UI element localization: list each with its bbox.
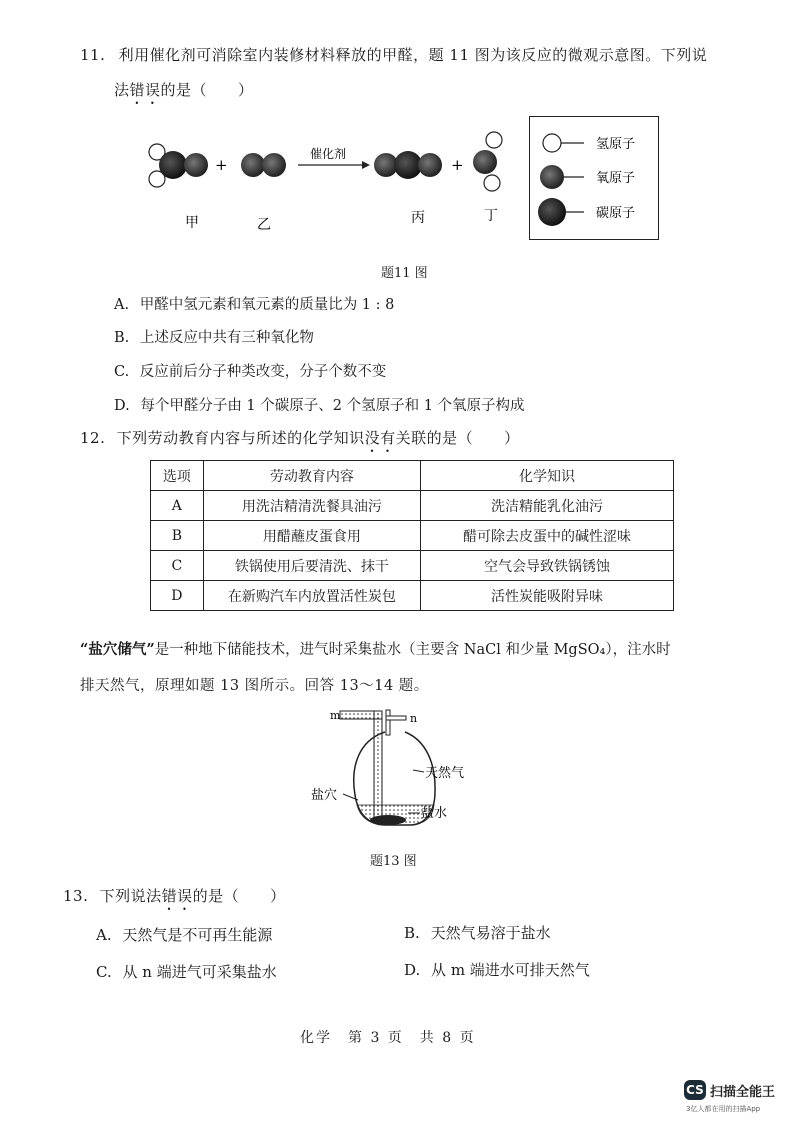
q12-stem-suffix: 关联的是（ ） — [395, 429, 520, 447]
tube-n-horizontal — [386, 716, 406, 720]
passage-line1 — [80, 638, 671, 659]
label-m: m — [330, 709, 341, 722]
q12-emphasis: 没有 — [364, 429, 396, 447]
salt-cave-diagram — [300, 700, 500, 840]
q12-number: 12. — [80, 429, 106, 447]
label-salt-cave: 盐穴 — [311, 788, 338, 803]
tube-m-vertical — [374, 711, 382, 817]
q11-emphasis: 错误 — [129, 81, 161, 99]
passage-line1-text: 是一种地下储能技术，进气时采集盐水（主要含 NaCl 和少量 MgSO₄），注水时 — [154, 642, 671, 658]
molecule-water — [473, 132, 502, 191]
camscanner-logo-icon: CS — [684, 1080, 706, 1100]
legend-oxygen: 氧原子 — [596, 171, 636, 186]
table-row: A 用洗洁精清洗餐具油污 洗洁精能乳化油污 — [151, 491, 674, 521]
table-row: C 铁锅使用后要清洗、抹干 空气会导致铁锅锈蚀 — [151, 551, 674, 581]
q11-line1 — [80, 44, 707, 65]
q13-stem-prefix: 下列说法 — [99, 887, 162, 905]
passage-term: “盐穴储气” — [80, 641, 155, 658]
plus-sign-2: + — [451, 156, 464, 174]
legend-hydrogen: 氢原子 — [596, 137, 636, 152]
q11-caption: 题11 图 — [381, 266, 428, 281]
arrow-head-icon — [362, 161, 370, 169]
table-row: D 在新购汽车内放置活性炭包 活性炭能吸附异味 — [151, 581, 674, 611]
scanner-watermark — [684, 1080, 788, 1120]
table-header-row — [151, 461, 674, 491]
q12-table — [150, 460, 674, 611]
q13-option-c: C. 从 n 端进气可采集盐水 — [96, 963, 277, 981]
q11-option-b: B. 上述反应中共有三种氧化物 — [114, 330, 314, 346]
q11-option-a: A. 甲醛中氢元素和氧元素的质量比为 1 : 8 — [114, 297, 395, 313]
hydrogen-atom-icon — [543, 134, 561, 152]
q13-number: 13. — [63, 887, 89, 905]
header-option: 选项 — [151, 461, 204, 491]
label-ding: 丁 — [484, 208, 498, 224]
q11-stem-prefix: 法 — [114, 81, 130, 99]
page-footer: 化学 第 3 页 共 8 页 — [300, 1030, 476, 1046]
q13-option-b: B. 天然气易溶于盐水 — [404, 924, 551, 942]
table-row: B 用醋蘸皮蛋食用 醋可除去皮蛋中的碱性涩味 — [151, 521, 674, 551]
oxygen-atom-icon — [540, 165, 564, 189]
q11-line2 — [114, 79, 254, 108]
q11-number: 11. — [80, 46, 106, 64]
q12-stem — [80, 427, 520, 456]
label-yi: 乙 — [257, 217, 271, 233]
carbon-atom-icon — [538, 198, 566, 226]
plus-sign-1: + — [215, 156, 228, 174]
q12-stem-prefix: 下列劳动教育内容与所述的化学知识 — [116, 429, 365, 447]
label-jia: 甲 — [185, 215, 199, 231]
q13-option-d: D. 从 m 端进水可排天然气 — [404, 961, 590, 979]
q13-caption: 题13 图 — [370, 854, 417, 869]
passage-line2: 排天然气，原理如题 13 图所示。回答 13～14 题。 — [80, 678, 429, 694]
q13-emphasis: 错误 — [161, 887, 193, 905]
q13-stem-suffix: 的是（ ） — [192, 887, 286, 905]
q11-stem-suffix: 的是（ ） — [160, 81, 254, 99]
q11-legend — [529, 116, 659, 240]
legend-carbon: 碳原子 — [596, 206, 636, 221]
label-n: n — [410, 712, 418, 725]
q13-stem — [63, 885, 286, 914]
label-bing: 丙 — [411, 210, 425, 226]
molecule-oxygen — [241, 153, 286, 177]
molecule-formaldehyde — [149, 144, 208, 187]
watermark-subtitle: 3亿人都在用的扫描App — [686, 1105, 761, 1113]
q11-option-d: D. 每个甲醛分子由 1 个碳原子、2 个氢原子和 1 个氧原子构成 — [114, 398, 525, 414]
label-brine: 盐水 — [421, 806, 448, 821]
catalyst-label: 催化剂 — [310, 147, 347, 161]
q13-option-a: A. 天然气是不可再生能源 — [96, 926, 273, 944]
watermark-title: 扫描全能王 — [710, 1085, 776, 1100]
label-natural-gas: 天然气 — [425, 766, 465, 781]
q11-reaction-diagram — [140, 125, 520, 235]
header-knowledge: 化学知识 — [421, 461, 674, 491]
q11-option-c: C. 反应前后分子种类改变，分子个数不变 — [114, 364, 387, 380]
molecule-carbon-dioxide — [374, 151, 442, 179]
header-labor: 劳动教育内容 — [203, 461, 420, 491]
q11-stem-line1: 利用催化剂可消除室内装修材料释放的甲醛，题 11 图为该反应的微观示意图。下列说 — [118, 46, 708, 64]
